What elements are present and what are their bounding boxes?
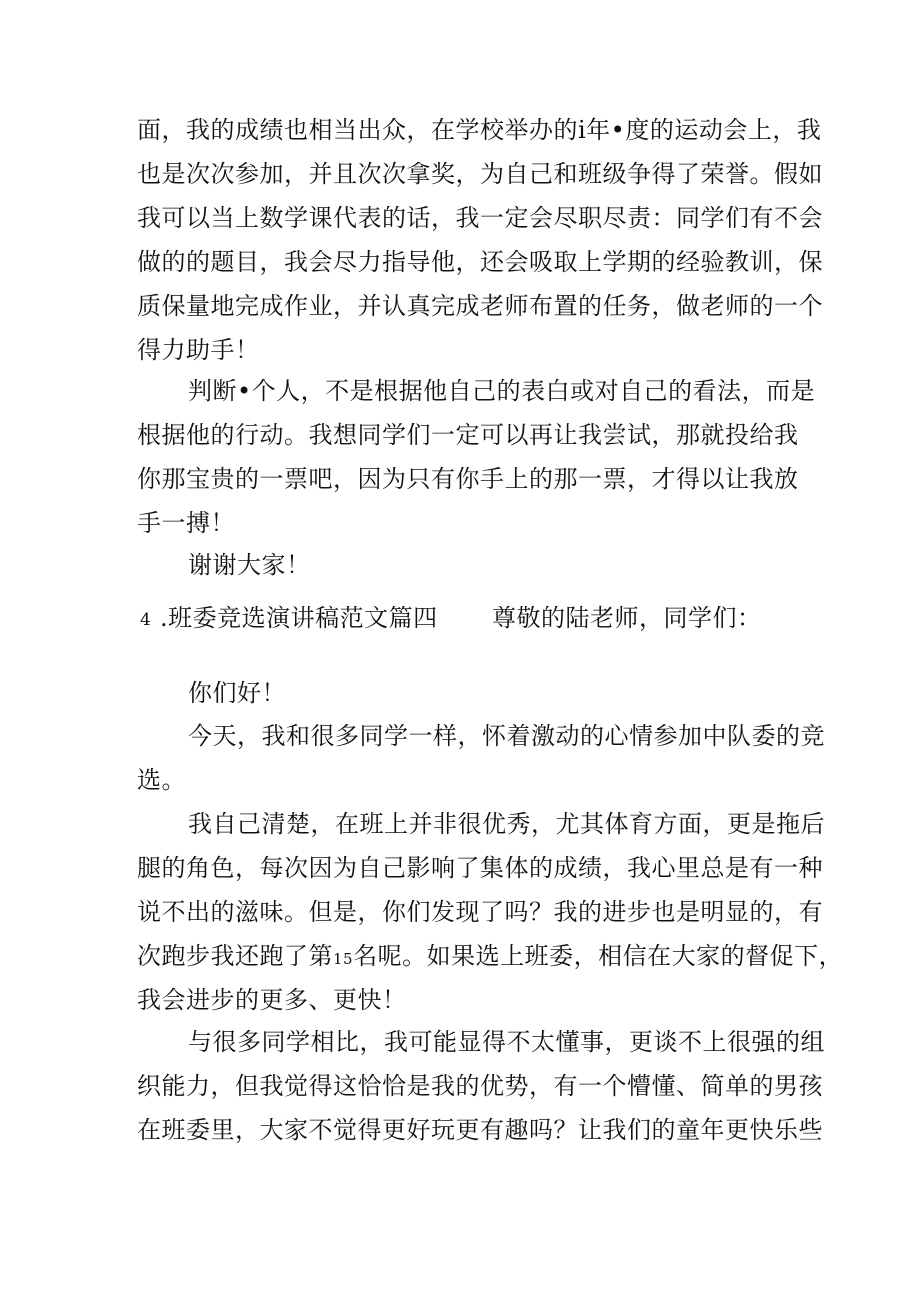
- paragraph-4-line-4-before: 次跑步我还跑了第: [137, 942, 333, 970]
- greeting-line: 你们好！: [188, 679, 286, 707]
- salutation: 尊敬的陆老师，同学们：: [492, 604, 762, 632]
- paragraph-4-line-3: 说不出的滋味。但是，你们发现了吗？我的进步也是明显的，有: [137, 898, 823, 926]
- paragraph-4-line-4-number: 15: [333, 950, 354, 968]
- paragraph-4-line-4: [137, 941, 843, 974]
- paragraph-4-line-4-after: 名呢。如果选上班委，相信在大家的督促下，: [353, 942, 844, 970]
- paragraph-2-line-1: 判断•个人，不是根据他自己的表白或对自己的看法，而是: [188, 377, 816, 405]
- section-number: 4: [140, 610, 151, 630]
- paragraph-1-line-3: 我可以当上数学课代表的话，我一定会尽职尽责：同学们有不会: [137, 204, 823, 232]
- paragraph-1-line-6: 得力助手！: [137, 336, 260, 364]
- paragraph-4-line-1: 我自己清楚，在班上并非很优秀，尤其体育方面，更是拖后: [188, 810, 825, 838]
- paragraph-5-line-2: 织能力，但我觉得这恰恰是我的优势，有一个懵懂、简单的男孩: [137, 1072, 823, 1100]
- paragraph-5-line-1: 与很多同学相比，我可能显得不太懂事，更谈不上很强的组: [188, 1028, 825, 1056]
- paragraph-1-line-1: 面，我的成绩也相当出众，在学校举办的i年•度的运动会上，我: [137, 116, 822, 144]
- paragraph-2-line-4: 手一搏！: [137, 509, 235, 537]
- paragraph-2-line-2: 根据他的行动。我想同学们一定可以再让我尝试，那就投给我: [137, 421, 799, 449]
- paragraph-1-line-5: 质保量地完成作业，并认真完成老师布置的任务，做老师的一个: [137, 292, 823, 320]
- paragraph-4-line-2: 腿的角色，每次因为自己影响了集体的成绩，我心里总是有一种: [137, 854, 823, 882]
- paragraph-2-line-3: 你那宝贵的一票吧，因为只有你手上的那一票，才得以让我放: [137, 465, 799, 493]
- section-title: .班委竞选演讲稿范文篇四: [160, 604, 438, 632]
- paragraph-1-line-4: 做的的题目，我会尽力指导他，还会吸取上学期的经验教训，保: [137, 248, 823, 276]
- paragraph-3-line-2: 选。: [137, 766, 186, 794]
- paragraph-5-line-3: 在班委里，大家不觉得更好玩更有趣吗？让我们的童年更快乐些: [137, 1116, 823, 1144]
- paragraph-1-line-2: 也是次次参加，并且次次拿奖，为自己和班级争得了荣誉。假如: [137, 160, 823, 188]
- thanks-line: 谢谢大家！: [188, 551, 311, 579]
- paragraph-4-line-5: 我会进步的更多、更快！: [137, 986, 407, 1014]
- paragraph-3-line-1: 今天，我和很多同学一样，怀着激动的心情参加中队委的竞: [188, 722, 825, 750]
